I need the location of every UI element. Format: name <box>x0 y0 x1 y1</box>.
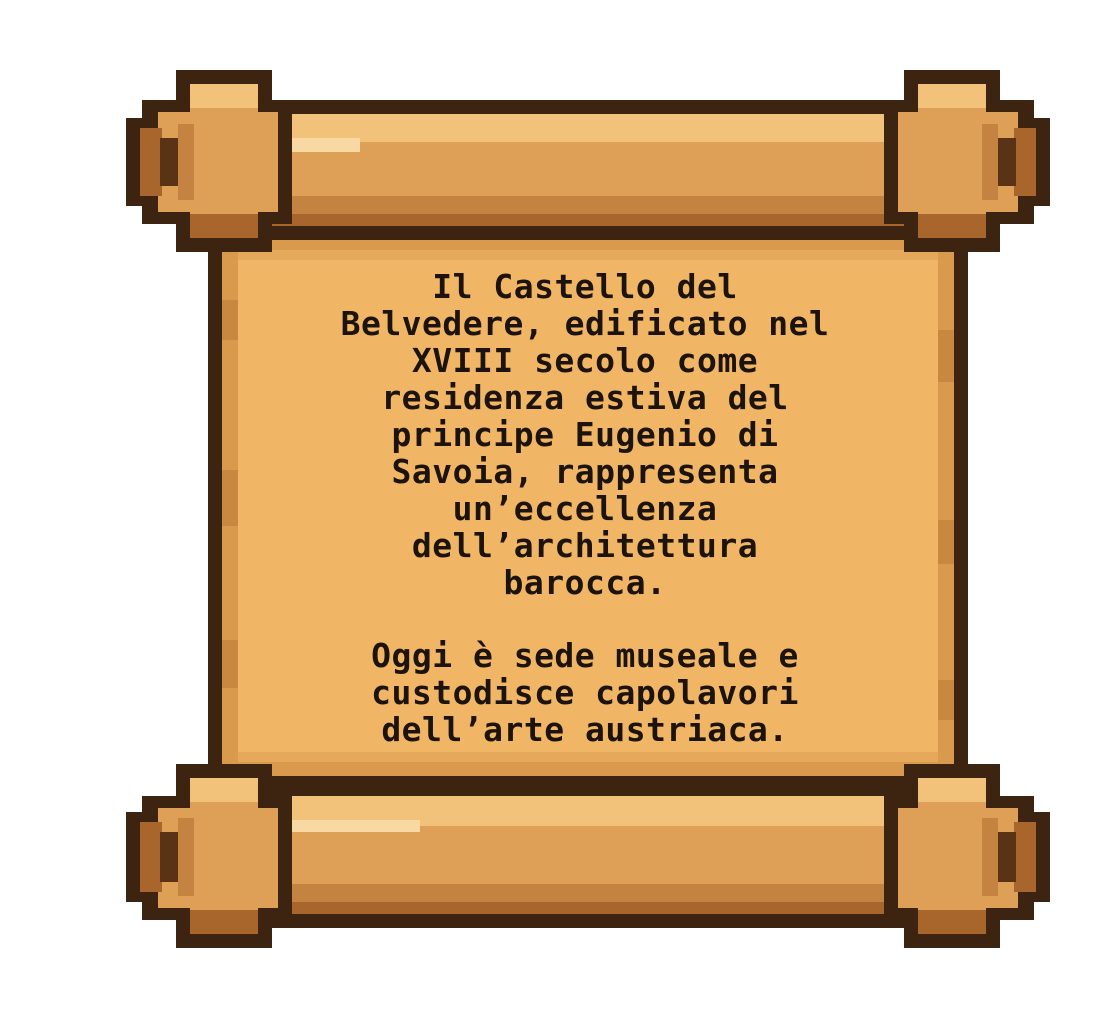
top-scroll-roll <box>228 100 928 240</box>
paragraph-history: Il Castello del Belvedere, edificato nel XVIII secolo come residenza estiva del principe Eugenio di Savoia, rappresenta un’eccellenza dell’architettura barocca. <box>340 267 830 602</box>
top-right-knob <box>884 70 1050 252</box>
bottom-left-knob <box>126 764 292 948</box>
bottom-right-knob <box>884 764 1050 948</box>
top-left-knob <box>126 70 292 252</box>
bottom-scroll-roll <box>228 782 928 928</box>
scroll-text <box>250 268 920 748</box>
paragraph-museum: Oggi è sede museale e custodisce capolavori dell’arte austriaca. <box>371 636 799 749</box>
paragraph-spacer <box>250 601 920 637</box>
